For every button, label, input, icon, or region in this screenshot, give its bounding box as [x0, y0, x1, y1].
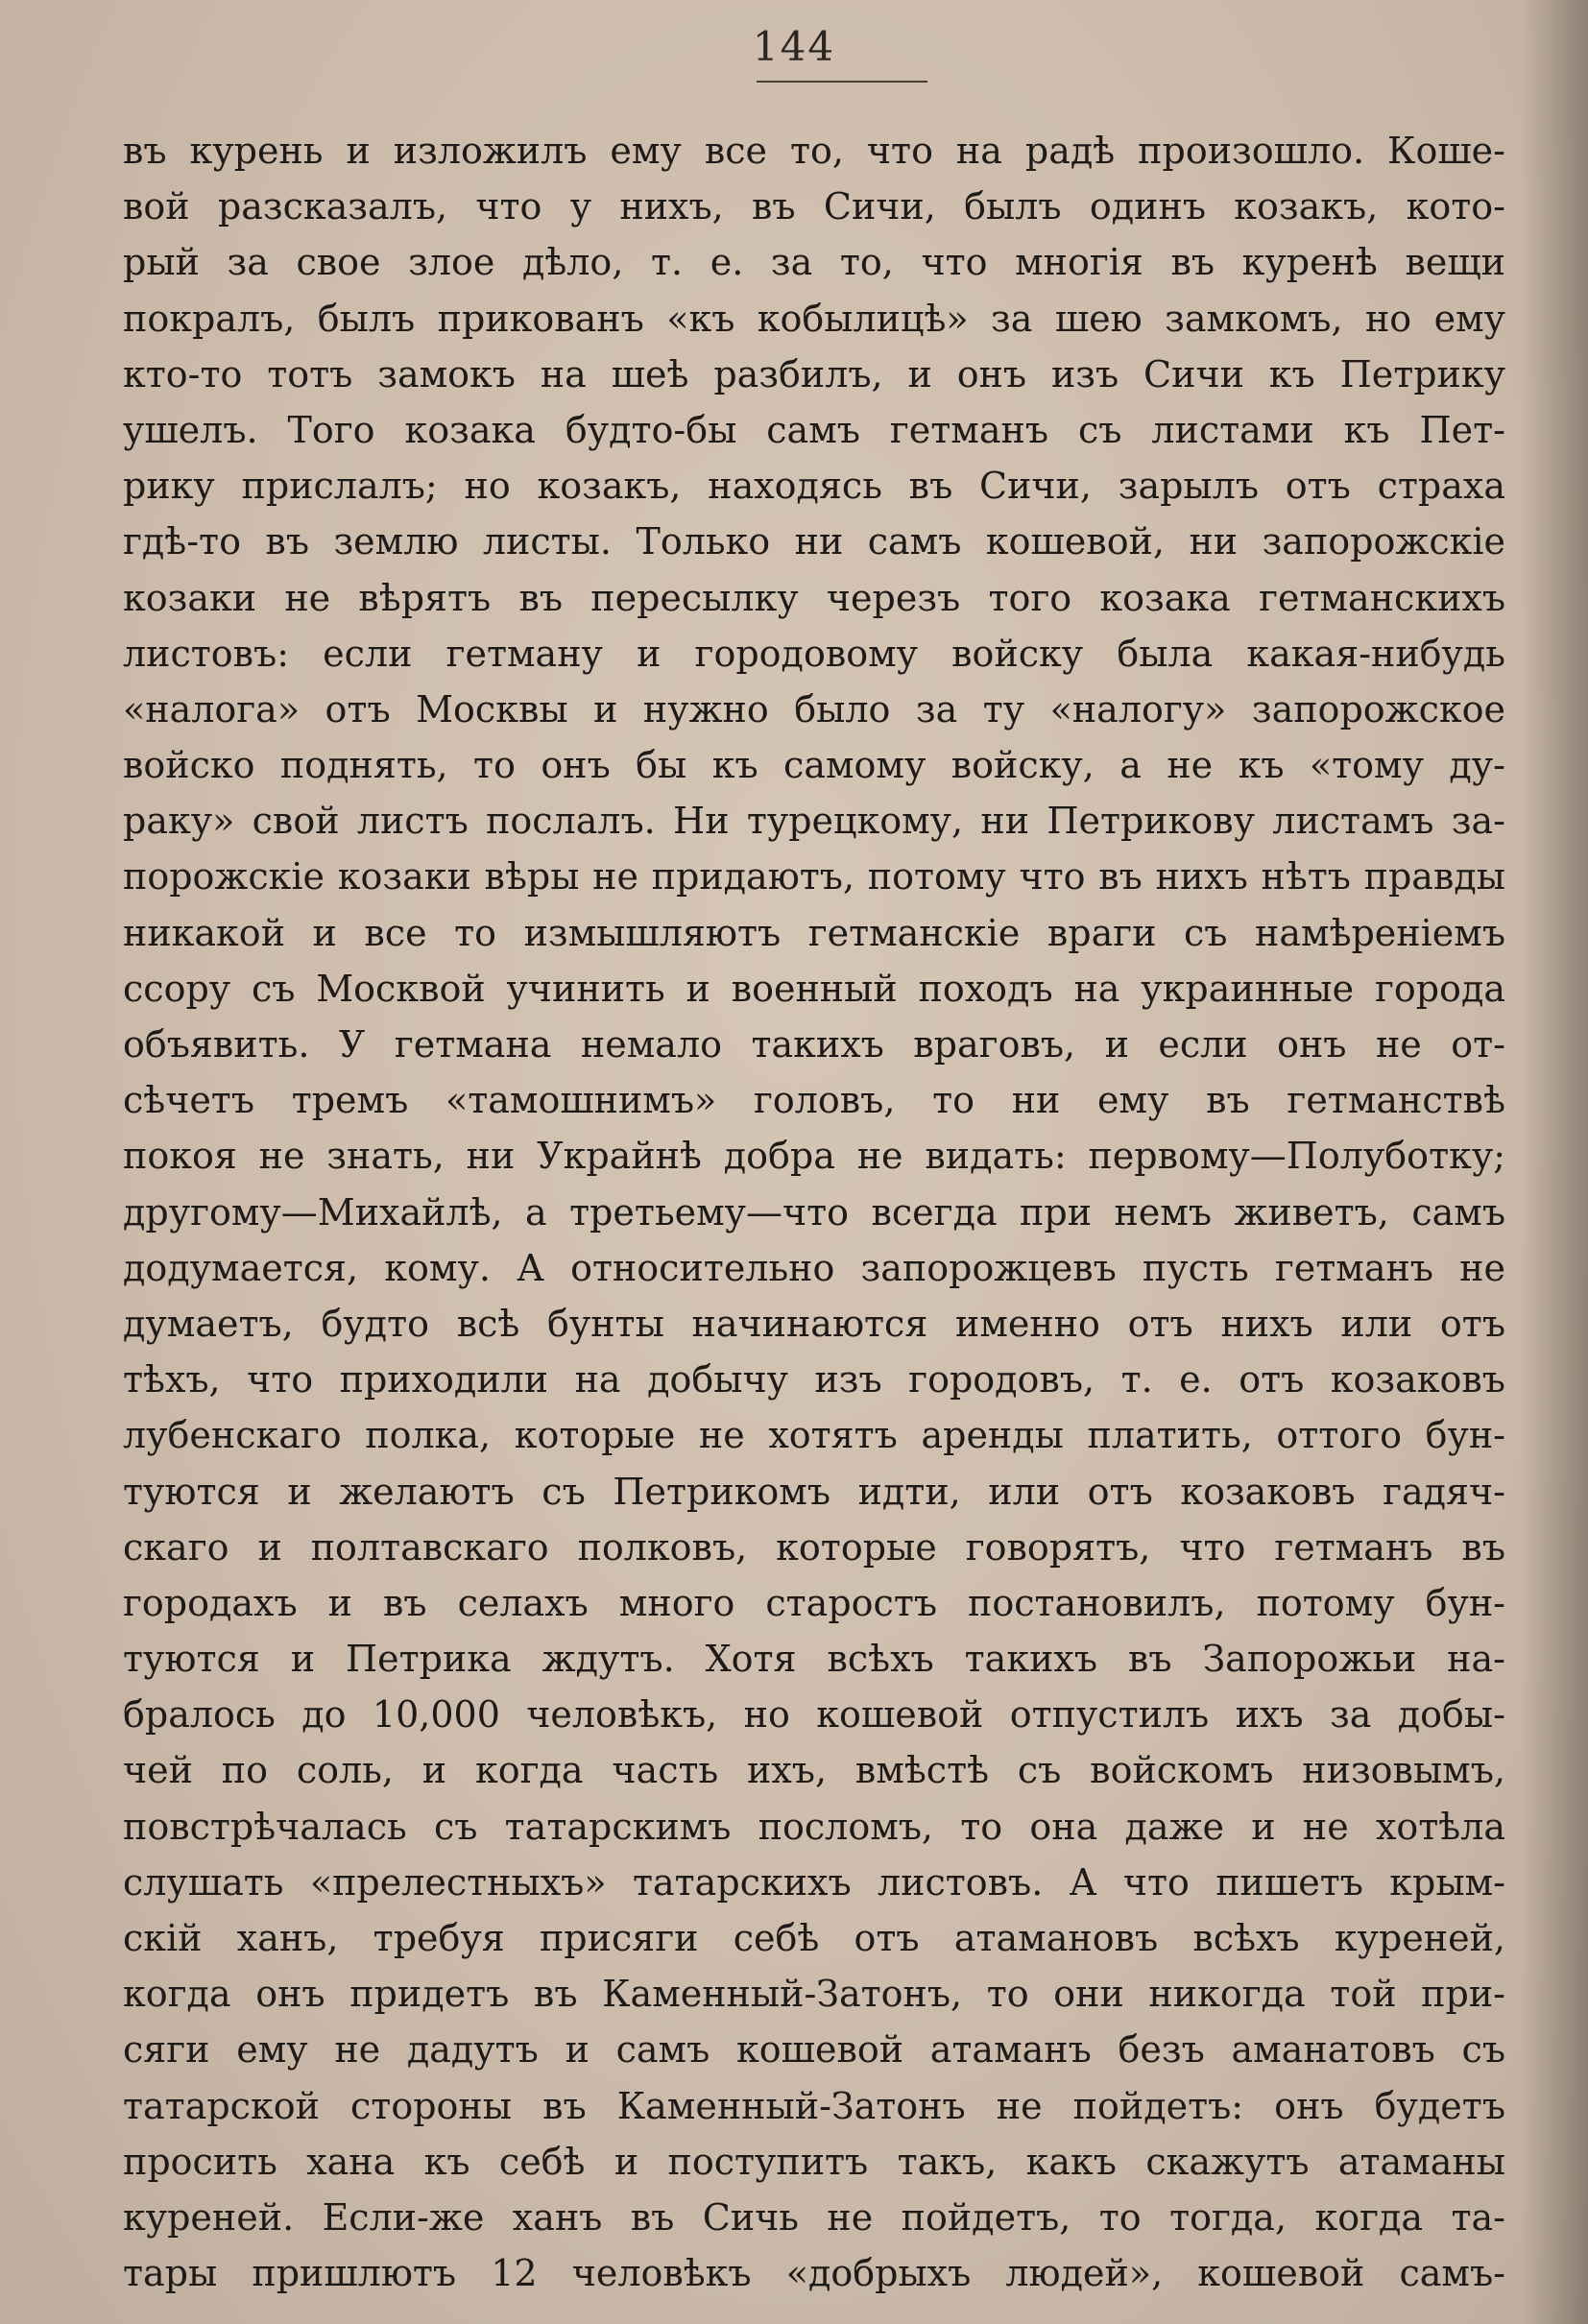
text-line: покралъ, былъ прикованъ «къ кобылицѣ» за шею замкомъ, но ему [123, 297, 1505, 340]
text-line: рый за свое злое дѣло, т. е. за то, что многія въ куренѣ вещи [123, 241, 1505, 284]
page-number-rule [757, 81, 927, 83]
text-line: городахъ и въ селахъ много старостъ постановилъ, потому бун- [123, 1581, 1505, 1624]
text-line: покоя не знать, ни Украйнѣ добра не видать: первому—Полуботку; [123, 1135, 1505, 1178]
text-line: тѣхъ, что приходили на добычу изъ городовъ, т. е. отъ козаковъ [123, 1358, 1505, 1402]
text-line: тары пришлютъ 12 человѣкъ «добрыхъ людей», кошевой самъ- [123, 2252, 1505, 2295]
text-line: скаго и полтавскаго полковъ, которые говорятъ, что гетманъ въ [123, 1525, 1505, 1569]
page-number: 144 [752, 23, 836, 70]
text-line: раку» свой листъ послалъ. Ни турецкому, ни Петрикову листамъ за- [123, 800, 1505, 843]
text-line: гдѣ-то въ землю листы. Только ни самъ кошевой, ни запорожскіе [123, 520, 1505, 563]
text-line: листовъ: если гетману и городовому войску была какая-нибудь [123, 632, 1505, 675]
text-line: вой разсказалъ, что у нихъ, въ Сичи, былъ одинъ козакъ, кото- [123, 185, 1505, 228]
text-line: думаетъ, будто всѣ бунты начинаются именно отъ нихъ или отъ [123, 1302, 1505, 1345]
text-line: другому—Михайлѣ, а третьему—что всегда при немъ живетъ, самъ [123, 1190, 1505, 1234]
text-line: слушать «прелестныхъ» татарскихъ листовъ. А что пишетъ крым- [123, 1860, 1505, 1904]
text-line: сѣчетъ тремъ «тамошнимъ» головъ, то ни ему въ гетманствѣ [123, 1079, 1505, 1122]
text-line: ушелъ. Того козака будто-бы самъ гетманъ съ листами къ Пет- [123, 408, 1505, 451]
text-line: додумается, кому. А относительно запорожцевъ пусть гетманъ не [123, 1246, 1505, 1289]
text-line: лубенскаго полка, которые не хотятъ аренды платить, оттого бун- [123, 1414, 1505, 1457]
text-line: козаки не вѣрятъ въ пересылку черезъ того козака гетманскихъ [123, 576, 1505, 619]
text-line: объявить. У гетмана немало такихъ враговъ, и если онъ не от- [123, 1023, 1505, 1066]
text-line: туются и Петрика ждутъ. Хотя всѣхъ такихъ въ Запорожьи на- [123, 1638, 1505, 1681]
text-line: татарской стороны въ Каменный-Затонъ не пойдетъ: онъ будетъ [123, 2084, 1505, 2127]
text-line: просить хана къ себѣ и поступитъ такъ, какъ скажутъ атаманы [123, 2140, 1505, 2183]
text-line: кто-то тотъ замокъ на шеѣ разбилъ, и онъ изъ Сичи къ Петрику [123, 352, 1505, 395]
text-line: «налога» отъ Москвы и нужно было за ту «налогу» запорожское [123, 687, 1505, 731]
text-line: туются и желаютъ съ Петрикомъ идти, или отъ козаковъ гадяч- [123, 1470, 1505, 1513]
text-line: въ курень и изложилъ ему все то, что на радѣ произошло. Коше- [123, 130, 1505, 172]
text-line: чей по соль, и когда часть ихъ, вмѣстѣ съ войскомъ низовымъ, [123, 1749, 1505, 1792]
text-line: никакой и все то измышляютъ гетманскіе враги съ намѣреніемъ [123, 911, 1505, 954]
text-line: повстрѣчалась съ татарскимъ посломъ, то она даже и не хотѣла [123, 1805, 1505, 1848]
text-line: рику прислалъ; но козакъ, находясь въ Сичи, зарылъ отъ страха [123, 465, 1505, 508]
text-line: ссору съ Москвой учинить и военный походъ на украинные города [123, 967, 1505, 1010]
text-line: войско поднять, то онъ бы къ самому войску, а не къ «тому ду- [123, 744, 1505, 787]
text-line: скій ханъ, требуя присяги себѣ отъ атамановъ всѣхъ куреней, [123, 1917, 1505, 1959]
text-line: когда онъ придетъ въ Каменный-Затонъ, то они никогда той при- [123, 1973, 1505, 2016]
page-edge-shadow [1521, 0, 1588, 2324]
text-line: бралось до 10,000 человѣкъ, но кошевой отпустилъ ихъ за добы- [123, 1693, 1505, 1737]
text-line: сяги ему не дадутъ и самъ кошевой атаманъ безъ аманатовъ съ [123, 2028, 1505, 2072]
text-line: порожскіе козаки вѣры не придаютъ, потому что въ нихъ нѣтъ правды [123, 855, 1505, 898]
text-line: куреней. Если-же ханъ въ Сичь не пойдетъ, то тогда, когда та- [123, 2195, 1505, 2239]
body-text [123, 123, 1505, 2301]
